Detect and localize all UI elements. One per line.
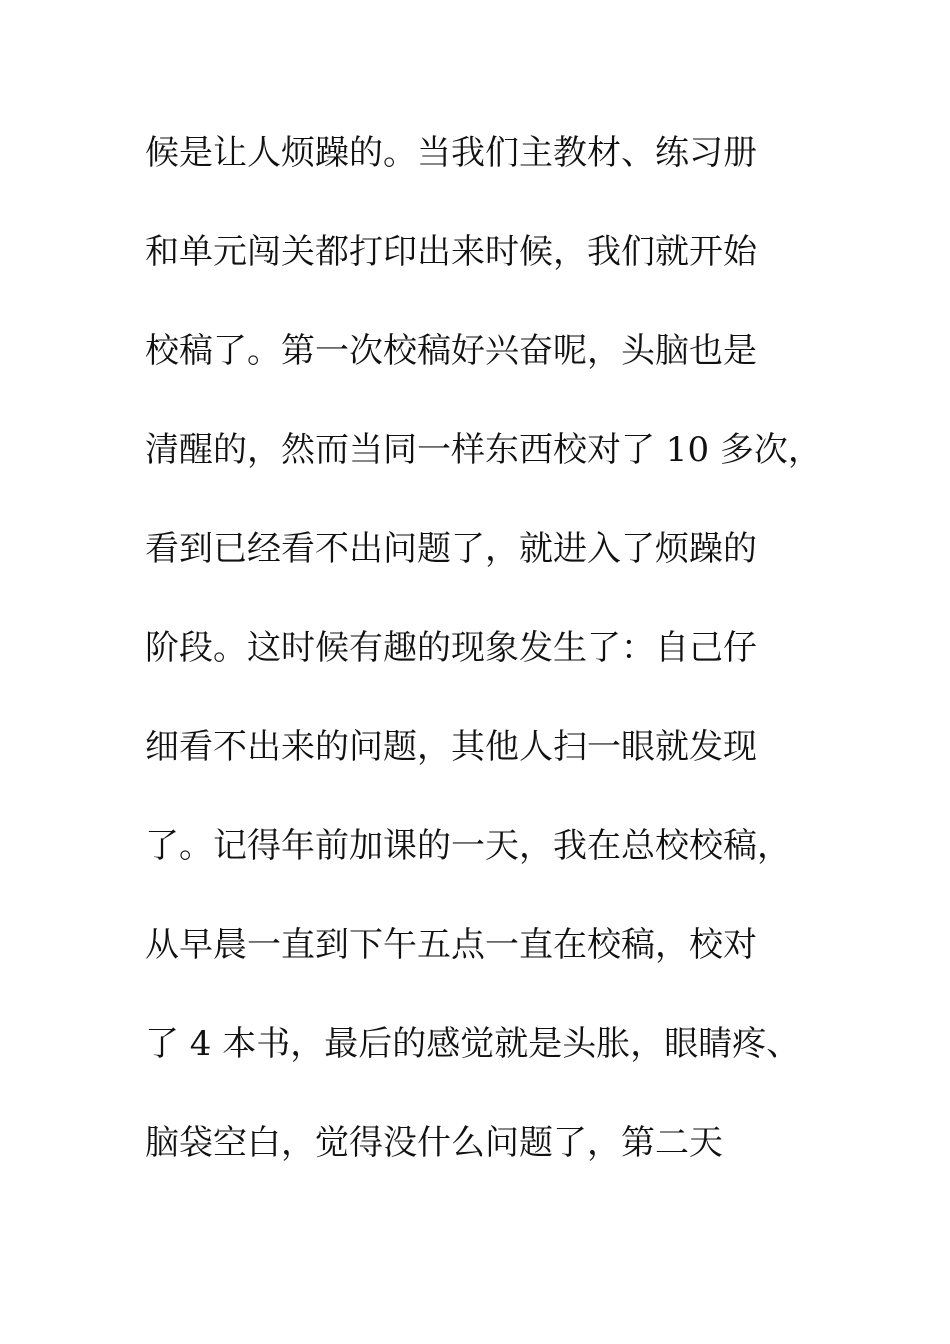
text-line-11: 脑袋空白，觉得没什么问题了，第二天 <box>145 1123 723 1163</box>
text-line-10: 了 4 本书，最后的感觉就是头胀，眼睛疼、 <box>145 1024 801 1064</box>
body-text <box>145 128 845 1217</box>
text-line-1: 候是让人烦躁的。当我们主教材、练习册 <box>145 133 757 173</box>
text-line-5: 看到已经看不出问题了，就进入了烦躁的 <box>145 529 757 569</box>
text-line-9: 从早晨一直到下午五点一直在校稿，校对 <box>145 925 757 965</box>
text-line-3: 校稿了。第一次校稿好兴奋呢，头脑也是 <box>145 331 757 371</box>
text-line-2: 和单元闯关都打印出来时候，我们就开始 <box>145 232 757 272</box>
text-line-8: 了。记得年前加课的一天，我在总校校稿， <box>145 826 791 866</box>
text-line-4: 清醒的，然而当同一样东西校对了 10 多次， <box>145 430 822 470</box>
text-line-7: 细看不出来的问题，其他人扫一眼就发现 <box>145 727 757 767</box>
text-line-6: 阶段。这时候有趣的现象发生了：自己仔 <box>145 628 757 668</box>
